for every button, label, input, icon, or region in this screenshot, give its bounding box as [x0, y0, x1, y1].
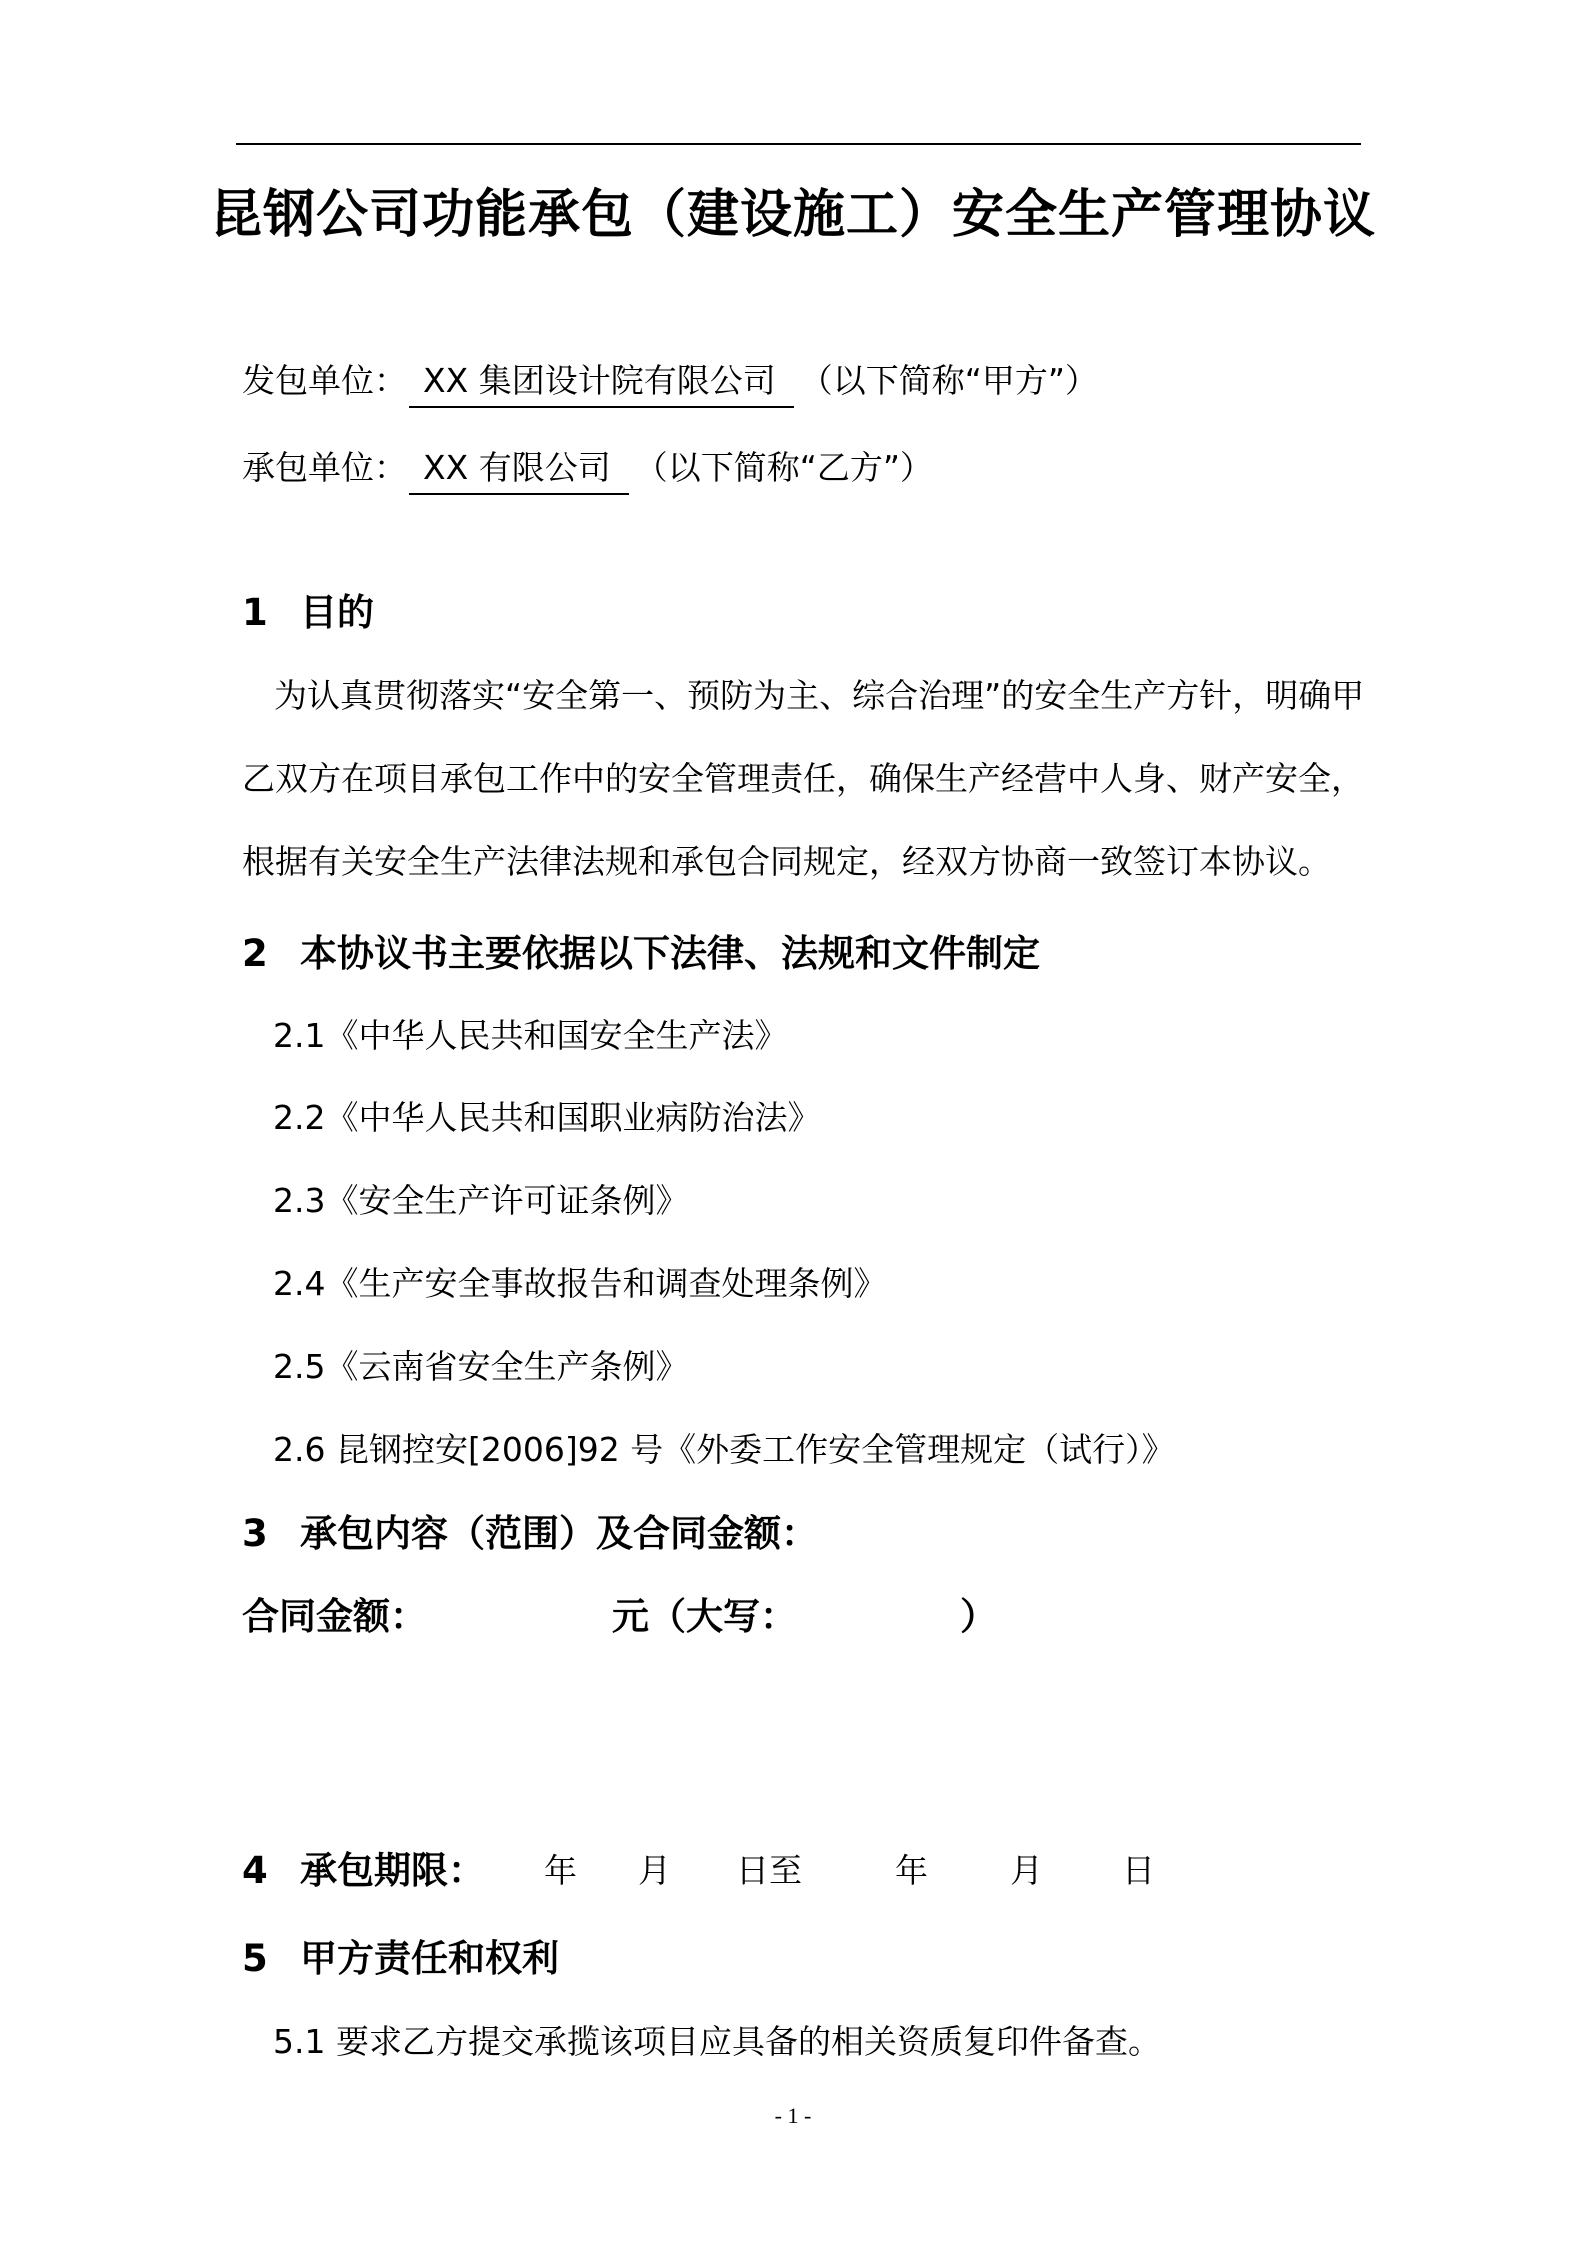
section-1-paragraph-line: 根据有关安全生产法律法规和承包合同规定，经双方协商一致签订本协议。 [242, 842, 1331, 881]
section-number: 2 [242, 932, 268, 975]
contract-amount-label: 合同金额： [242, 1595, 427, 1638]
section-1-paragraph-line: 乙双方在项目承包工作中的安全管理责任，确保生产经营中人身、财产安全， [242, 759, 1364, 798]
law-item: 2.5《云南省安全生产条例》 [273, 1347, 689, 1386]
top-rule [236, 143, 1361, 145]
law-item: 2.6 昆钢控安[2006]92 号《外委工作安全管理规定（试行）》 [273, 1430, 1175, 1469]
contractor-line [242, 442, 933, 495]
section-title: 本协议书主要依据以下法律、法规和文件制定 [300, 932, 1040, 975]
date-day-start: 日至 [736, 1851, 802, 1890]
section-2-heading [242, 923, 1040, 977]
section-title: 甲方责任和权利 [300, 1937, 559, 1980]
date-year-end: 年 [895, 1851, 928, 1890]
issuer-note: （以下简称“甲方”） [799, 361, 1098, 400]
contractor-label: 承包单位： [242, 448, 407, 487]
section-number: 5 [242, 1937, 268, 1980]
section-3-heading [242, 1503, 818, 1557]
section-5-heading [242, 1928, 559, 1982]
page-number: - 1 - [774, 2103, 812, 2128]
section-number: 1 [242, 591, 268, 634]
section-title: 承包内容（范围）及合同金额： [300, 1512, 818, 1555]
issuer-line [242, 355, 1098, 408]
contractor-note: （以下简称“乙方”） [634, 448, 933, 487]
law-item: 2.2《中华人民共和国职业病防治法》 [273, 1098, 821, 1137]
section-title: 目的 [300, 591, 374, 634]
date-month-end: 月 [1010, 1851, 1043, 1890]
issuer-label: 发包单位： [242, 361, 407, 400]
document-title: 昆钢公司功能承包（建设施工）安全生产管理协议 [209, 185, 1376, 245]
law-item: 2.3《安全生产许可证条例》 [273, 1181, 689, 1220]
section-1-paragraph-line: 为认真贯彻落实“安全第一、预防为主、综合治理”的安全生产方针，明确甲 [274, 676, 1365, 715]
section-number: 4 [242, 1849, 268, 1892]
section-number: 3 [242, 1512, 268, 1555]
section-4-heading [242, 1840, 485, 1894]
section-1-heading [242, 582, 374, 636]
date-month-start: 月 [638, 1851, 671, 1890]
date-day-end: 日 [1122, 1851, 1155, 1890]
section-title: 承包期限： [300, 1849, 485, 1892]
contract-amount-close: ） [960, 1595, 997, 1638]
contract-amount-unit: 元（大写： [612, 1595, 797, 1638]
contractor-name: XX 有限公司 [409, 442, 629, 495]
law-item: 2.1《中华人民共和国安全生产法》 [273, 1016, 788, 1055]
law-item: 2.4《生产安全事故报告和调查处理条例》 [273, 1264, 887, 1303]
date-year-start: 年 [544, 1851, 577, 1890]
issuer-name: XX 集团设计院有限公司 [409, 355, 794, 408]
responsibility-item: 5.1 要求乙方提交承揽该项目应具备的相关资质复印件备查。 [273, 2022, 1161, 2061]
